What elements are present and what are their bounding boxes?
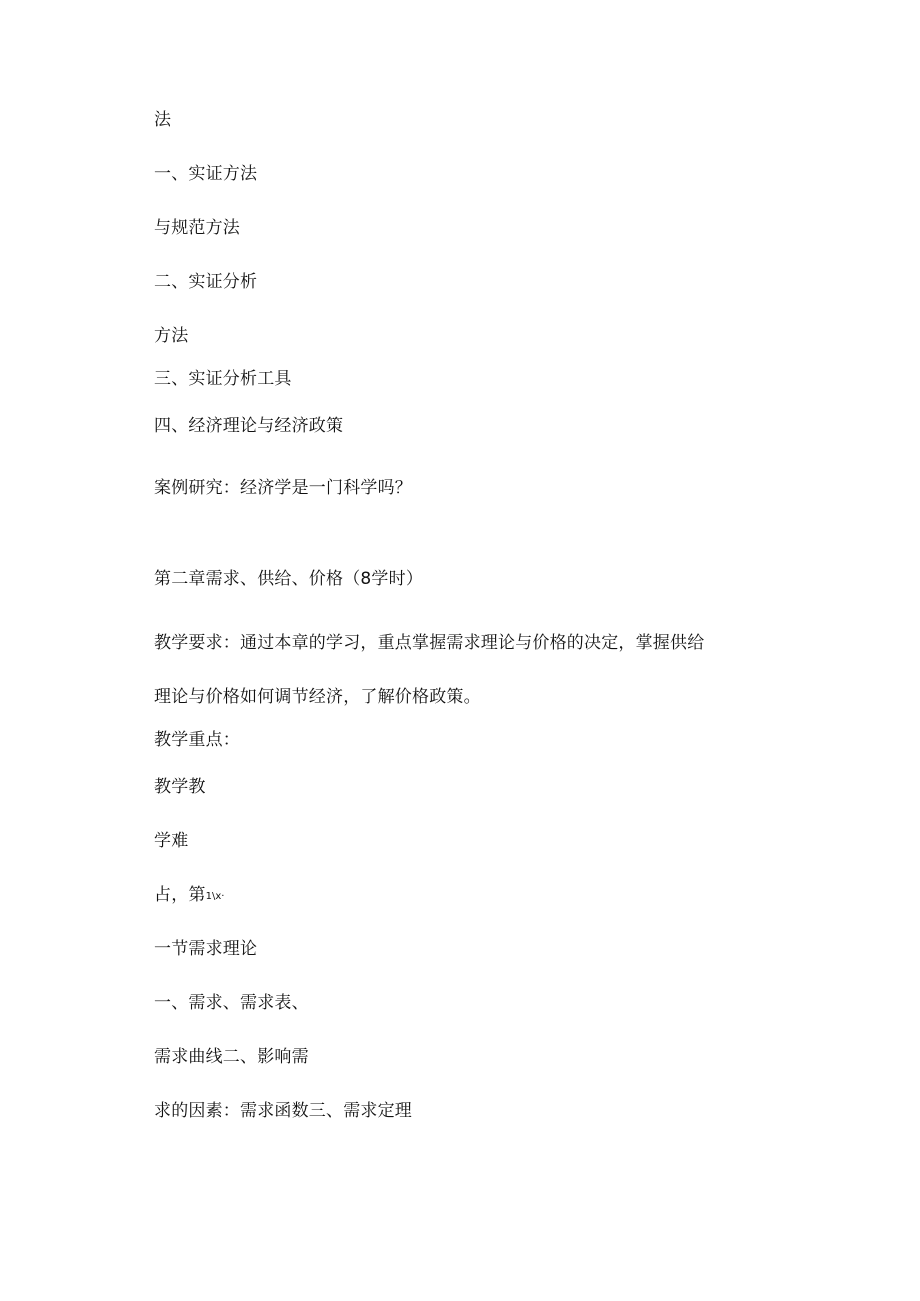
text-line: 案例研究：经济学是一门科学吗？ — [154, 478, 412, 498]
text-line: 二、实证分析 — [154, 272, 258, 292]
text-line: 教学教 — [154, 777, 206, 797]
text-line-main: 占，第 — [154, 885, 206, 905]
text-line: 法 — [154, 110, 172, 130]
text-line: 理论与价格如何调节经济，了解价格政策。 — [154, 687, 481, 707]
text-line: 求的因素：需求函数三、需求定理 — [154, 1101, 412, 1121]
chapter-heading: 第二章需求、供给、价格（8学时） — [154, 569, 424, 589]
text-line — [154, 884, 224, 908]
text-line: 四、经济理论与经济政策 — [154, 416, 344, 436]
text-line: 方法 — [154, 326, 189, 346]
text-line: 三、实证分析工具 — [154, 369, 292, 389]
text-line: 学难 — [154, 831, 189, 851]
text-line: 需求曲线二、影响需 — [154, 1047, 309, 1067]
text-line: 教学要求：通过本章的学习，重点掌握需求理论与价格的决定，掌握供给 — [154, 633, 705, 653]
text-line: 教学重点： — [154, 730, 240, 750]
text-line: 一节需求理论 — [154, 939, 258, 959]
text-line: 一、需求、需求表、 — [154, 993, 309, 1013]
garbled-mark: 1\x· — [205, 891, 225, 902]
text-line: 与规范方法 — [154, 218, 240, 238]
text-line: 一、实证方法 — [154, 164, 258, 184]
